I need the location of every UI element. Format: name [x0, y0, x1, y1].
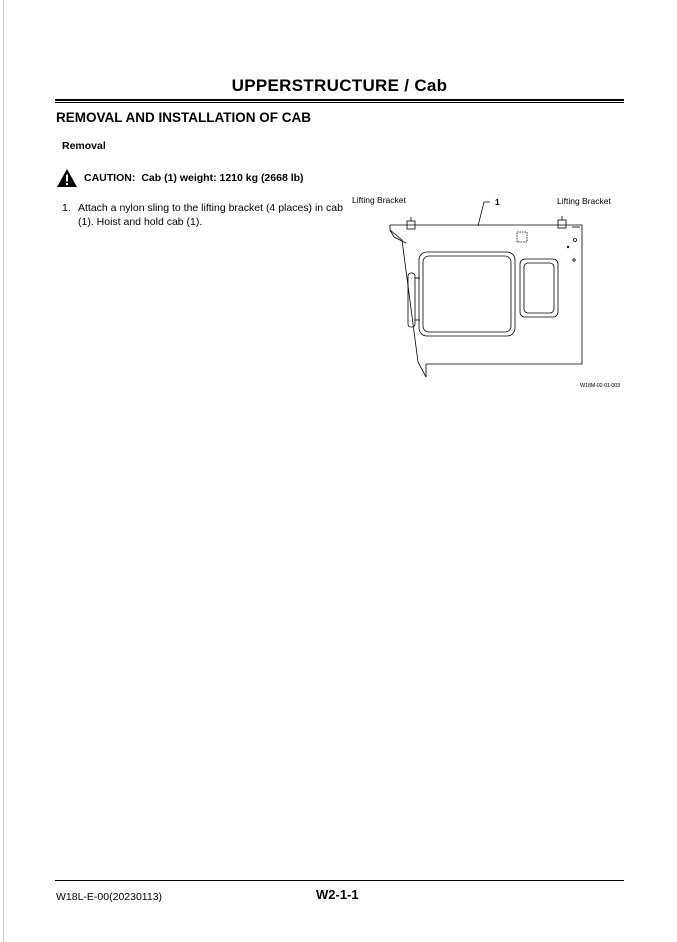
warning-triangle-icon — [56, 168, 78, 188]
step-number: 1. — [62, 202, 71, 214]
lifting-bracket-label-right: Lifting Bracket — [557, 196, 611, 206]
header-rule-thick — [55, 99, 624, 101]
part-number-label: 1 — [495, 197, 500, 207]
caution-text: Cab (1) weight: 1210 kg (2668 lb) — [141, 172, 304, 184]
footer-page-number: W2-1-1 — [316, 887, 359, 902]
figure-code: W18M-02-01-003 — [580, 383, 620, 389]
caution-label: CAUTION: — [84, 172, 136, 184]
subsection-title: Removal — [62, 140, 106, 152]
lifting-bracket-label-left: Lifting Bracket — [352, 195, 406, 205]
cab-side-drawing — [350, 192, 630, 392]
step-item — [62, 202, 347, 229]
page-edge — [3, 0, 4, 942]
caution-notice — [56, 168, 304, 188]
page-header-title: UPPERSTRUCTURE / Cab — [231, 76, 448, 95]
step-text: Attach a nylon sling to the lifting bracket (4 places) in cab (1). Hoist and hold cab (1). — [78, 202, 343, 228]
cab-figure — [350, 192, 630, 392]
header-rule-thin — [55, 102, 624, 103]
footer-document-id: W18L-E-00(20230113) — [56, 891, 163, 903]
section-title: REMOVAL AND INSTALLATION OF CAB — [56, 110, 311, 125]
footer-rule — [55, 880, 624, 881]
